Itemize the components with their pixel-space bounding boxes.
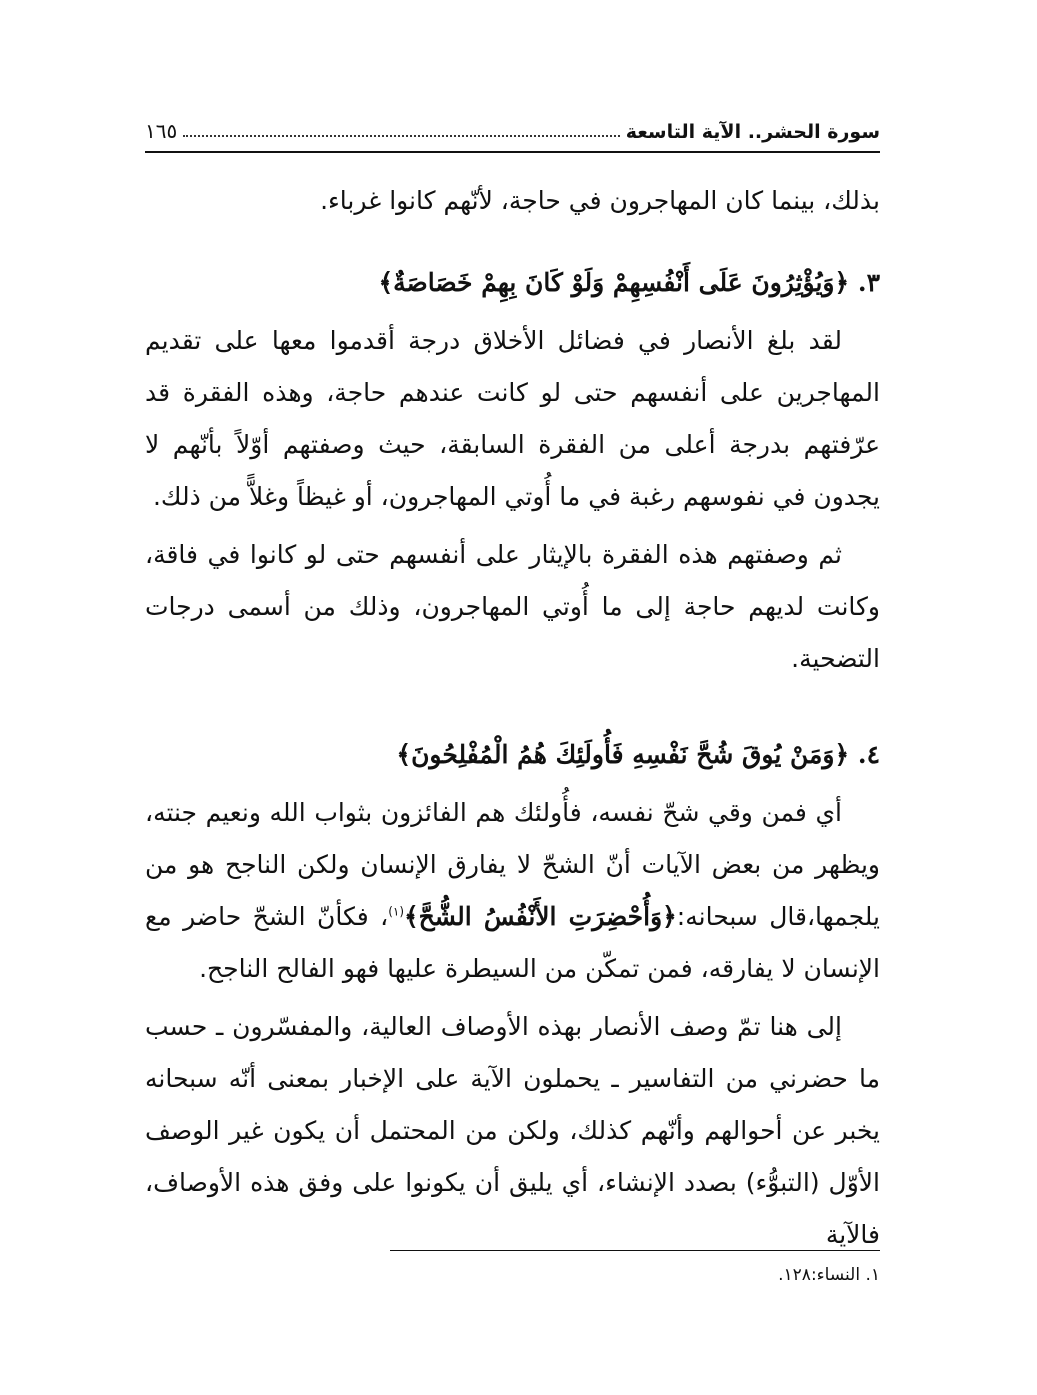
verse-heading-4: ٤. ﴿وَمَنْ يُوقَ شُحَّ نَفْسِهِ فَأُولَئِكَ هُمُ الْمُفْلِحُونَ﴾ [396,740,880,769]
footnote-separator [390,1250,880,1251]
page-body [145,175,880,1261]
quran-quote: ﴿وَأُحْضِرَتِ الأَنْفُسُ الشُّحَّ﴾ [404,902,677,931]
paragraph-3-text-b: ، فكأنّ الشحّ حاضر مع الإنسان لا يفارقه، فمن تمكّن من السيطرة عليها فهو الفالح الناجح. [145,902,880,983]
paragraph-3 [145,787,880,995]
footnote-marker[interactable]: (١) [388,904,405,919]
paragraph-4: إلى هنا تمّ وصف الأنصار بهذه الأوصاف العالية، والمفسّرون ـ حسب ما حضرني من التفاسير ـ يحملون الآية على الإخبار بمعنى أنّه سبحانه يخبر عن أحوالهم وأنّهم كذلك، ولكن من المحتمل أن يكون غير الوصف الأوّل (التبوُّء) بصدد الإنشاء، أي يليق أن يكونوا على وفق هذه الأوصاف، فالآية [145,1012,880,1249]
header-title: سورة الحشر.. الآية التاسعة [625,121,880,143]
paragraph-2: ثم وصفتهم هذه الفقرة بالإيثار على أنفسهم حتى لو كانوا في فاقة، وكانت لديهم حاجة إلى ما أُوتي المهاجرون، وذلك من أسمى درجات التضحية. [145,540,880,673]
paragraph-3-text-a: أي فمن وقي شحّ نفسه، فأُولئك هم الفائزون بثواب الله ونعيم جنته، ويظهر من بعض الآيات أنّ الشحّ لا يفارق الإنسان ولكن الناجح هو من يلجمها،قال سبحانه: [145,798,880,931]
book-page [145,95,880,1355]
intro-paragraph: بذلك، بينما كان المهاجرون في حاجة، لأنّهم كانوا غرباء. [320,186,880,215]
footnote: ١. النساء:١٢٨. [778,1265,880,1285]
page-number: ١٦٥ [145,119,178,143]
verse-heading-3: ٣. ﴿وَيُؤْثِرُونَ عَلَى أَنْفُسِهِمْ وَلَوْ كَانَ بِهِمْ خَصَاصَةٌ﴾ [378,268,880,297]
running-header [145,95,880,153]
paragraph-1: لقد بلغ الأنصار في فضائل الأخلاق درجة أقدموا معها على تقديم المهاجرين على أنفسهم حتى لو كانت عندهم حاجة، وهذه الفقرة قد عرّفتهم بدرجة أعلى من الفقرة السابقة، حيث وصفتهم أوّلاً بأنّهم لا يجدون في نفوسهم رغبة في ما أُوتي المهاجرون، أو غيظاً وغلاًّ من ذلك. [145,326,880,511]
header-dot-leader [183,135,619,137]
